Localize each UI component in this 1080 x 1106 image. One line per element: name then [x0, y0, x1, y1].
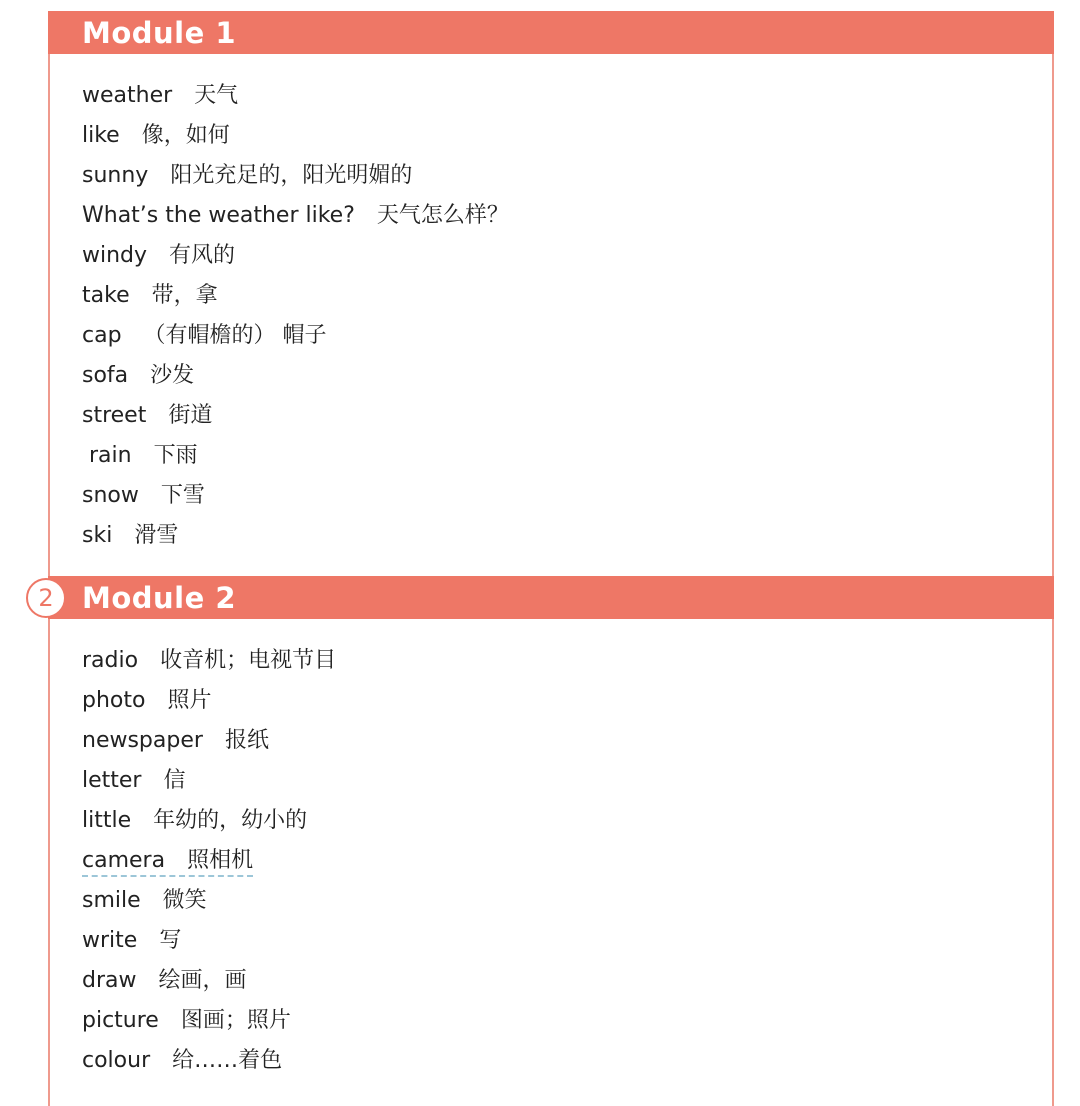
word-item — [82, 236, 509, 276]
word-chinese: 阳光充足的，阳光明媚的 — [170, 163, 413, 188]
module-2-header — [48, 576, 1054, 619]
word-english: write — [82, 928, 138, 953]
word-chinese: 天气 — [194, 83, 239, 108]
word-chinese: 写 — [159, 928, 182, 953]
word-english: picture — [82, 1008, 159, 1033]
word-english: letter — [82, 768, 142, 793]
word-chinese: 滑雪 — [134, 523, 179, 548]
word-english: windy — [82, 243, 148, 268]
word-item — [82, 516, 509, 556]
word-english: cap — [82, 323, 122, 348]
word-item — [82, 76, 509, 116]
word-chinese: 给……着色 — [172, 1048, 283, 1073]
module-1-header — [48, 11, 1054, 54]
module-1-body — [48, 54, 1054, 577]
word-chinese: 照相机 — [187, 848, 254, 873]
module-1-section — [48, 11, 1054, 577]
word-item — [82, 196, 509, 236]
word-chinese: 街道 — [168, 403, 213, 428]
word-item — [82, 436, 509, 476]
word-chinese: 收音机；电视节目 — [160, 648, 337, 673]
word-chinese: 微笑 — [162, 888, 207, 913]
word-item — [82, 761, 336, 801]
word-english: photo — [82, 688, 146, 713]
module-1-word-list — [82, 76, 509, 556]
word-item — [82, 1001, 336, 1041]
word-english: What’s the weather like? — [82, 203, 355, 228]
word-chinese: 天气怎么样？ — [376, 203, 509, 228]
word-english: like — [82, 123, 120, 148]
word-chinese: 图画；照片 — [180, 1008, 291, 1033]
word-item — [82, 841, 336, 881]
module-2-section — [48, 576, 1054, 1106]
module-1-title: Module 1 — [82, 16, 237, 50]
word-item — [82, 316, 509, 356]
word-english: sunny — [82, 163, 149, 188]
word-item — [82, 721, 336, 761]
word-chinese: 绘画，画 — [158, 968, 247, 993]
word-english: ski — [82, 523, 113, 548]
word-item — [82, 356, 509, 396]
word-item — [82, 116, 509, 156]
word-chinese: 年幼的，幼小的 — [153, 808, 308, 833]
word-chinese: 有风的 — [169, 243, 236, 268]
word-item — [82, 396, 509, 436]
word-chinese: 照片 — [167, 688, 212, 713]
word-item — [82, 641, 336, 681]
word-chinese: 沙发 — [150, 363, 195, 388]
word-chinese: 像，如何 — [141, 123, 230, 148]
word-english: rain — [82, 443, 132, 468]
word-english: take — [82, 283, 130, 308]
word-english: draw — [82, 968, 137, 993]
word-chinese: （有帽檐的） 帽子 — [143, 323, 327, 348]
word-item — [82, 476, 509, 516]
word-english: little — [82, 808, 132, 833]
word-chinese: 下雨 — [153, 443, 198, 468]
word-english: camera — [82, 848, 166, 873]
word-item — [82, 801, 336, 841]
word-english: weather — [82, 83, 173, 108]
word-item — [82, 276, 509, 316]
word-item — [82, 681, 336, 721]
word-english: newspaper — [82, 728, 203, 753]
word-english: radio — [82, 648, 139, 673]
word-chinese: 带，拿 — [151, 283, 218, 308]
word-item — [82, 156, 509, 196]
word-item — [82, 881, 336, 921]
module-2-word-list — [82, 641, 336, 1081]
underlined-phrase — [82, 848, 253, 877]
word-english: colour — [82, 1048, 151, 1073]
module-2-title: Module 2 — [82, 581, 237, 615]
word-chinese: 报纸 — [224, 728, 269, 753]
word-english: sofa — [82, 363, 129, 388]
word-chinese: 信 — [163, 768, 186, 793]
word-english: street — [82, 403, 147, 428]
module-2-body — [48, 619, 1054, 1106]
module-2-number-badge: 2 — [26, 578, 66, 618]
word-chinese: 下雪 — [160, 483, 205, 508]
word-english: smile — [82, 888, 141, 913]
word-english: snow — [82, 483, 139, 508]
word-item — [82, 1041, 336, 1081]
word-item — [82, 961, 336, 1001]
word-item — [82, 921, 336, 961]
